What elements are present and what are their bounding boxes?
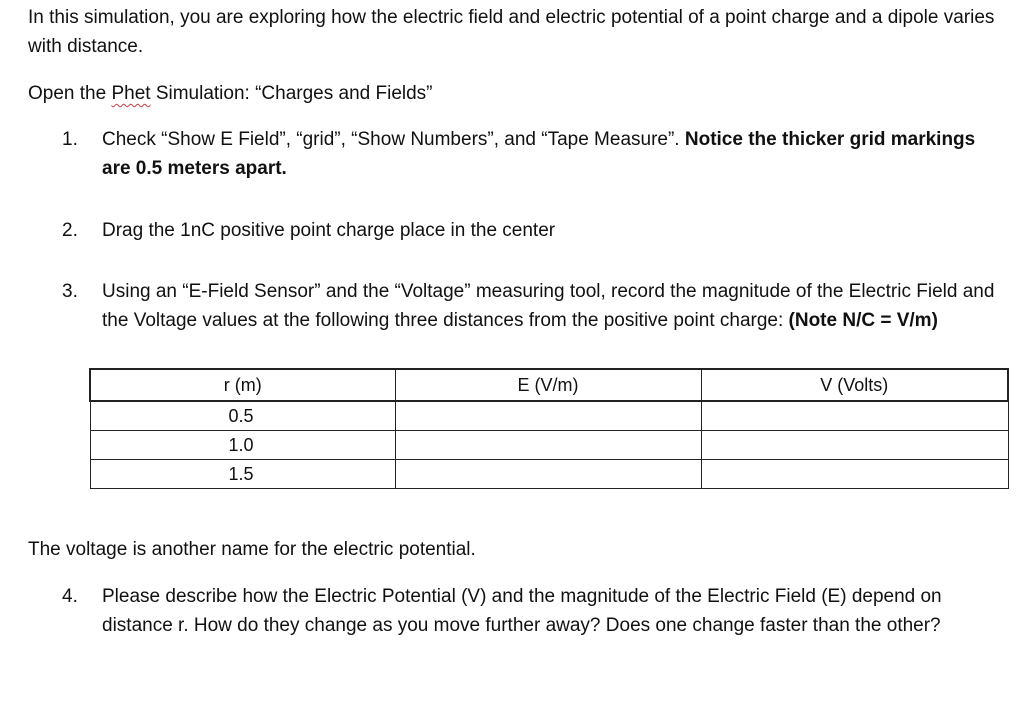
intro-paragraph: In this simulation, you are exploring how the electric field and electric potential of a point charge and a dipole varies with distance. xyxy=(28,7,995,57)
open-simulation-line xyxy=(28,79,433,108)
list-item-2 xyxy=(28,216,1003,245)
cell-voltage[interactable] xyxy=(701,431,1008,460)
item-number: 4. xyxy=(62,586,78,607)
list-item-1 xyxy=(28,125,1003,183)
header-voltage: V (Volts) xyxy=(701,369,1008,401)
header-efield: E (V/m) xyxy=(395,369,701,401)
open-suffix: Simulation: “Charges and Fields” xyxy=(150,83,433,104)
item-4-text: Please describe how the Electric Potential (V) and the magnitude of the Electric Field (E) depend on distance r. How do they change as you move further away? Does one change faster than the other? xyxy=(102,586,942,636)
cell-efield[interactable] xyxy=(395,460,701,489)
cell-distance: 0.5 xyxy=(90,401,395,431)
item-1-text: Check “Show E Field”, “grid”, “Show Numbers”, and “Tape Measure”. xyxy=(102,129,685,150)
phet-word: Phet xyxy=(111,83,151,104)
cell-voltage[interactable] xyxy=(701,401,1008,431)
item-text xyxy=(102,277,1003,335)
table-row xyxy=(90,431,1008,460)
cell-distance: 1.5 xyxy=(90,460,395,489)
cell-distance: 1.0 xyxy=(90,431,395,460)
cell-efield[interactable] xyxy=(395,431,701,460)
item-1-bold-note: Notice the thicker grid markings are 0.5 meters apart. xyxy=(102,129,976,179)
voltage-note: The voltage is another name for the electric potential. xyxy=(28,539,476,560)
item-3-text: Using an “E-Field Sensor” and the “Voltage” measuring tool, record the magnitude of the Electric Field and the Voltage values at the following three distances from the positive point charge: xyxy=(102,281,995,331)
list-item-4 xyxy=(28,582,1003,640)
table-row xyxy=(90,401,1008,431)
item-3-bold-note: (Note N/C = V/m) xyxy=(788,310,938,331)
item-number: 1. xyxy=(62,129,78,150)
table-header-row xyxy=(90,369,1008,401)
cell-voltage[interactable] xyxy=(701,460,1008,489)
header-distance: r (m) xyxy=(90,369,395,401)
item-2-text: Drag the 1nC positive point charge place in the center xyxy=(102,220,556,241)
list-item-3 xyxy=(28,277,1003,335)
open-prefix: Open the xyxy=(28,83,112,104)
table-row xyxy=(90,460,1008,489)
item-number: 2. xyxy=(62,220,78,241)
cell-efield[interactable] xyxy=(395,401,701,431)
measurement-table xyxy=(89,368,1009,489)
item-text xyxy=(102,125,1003,183)
item-number: 3. xyxy=(62,281,78,302)
